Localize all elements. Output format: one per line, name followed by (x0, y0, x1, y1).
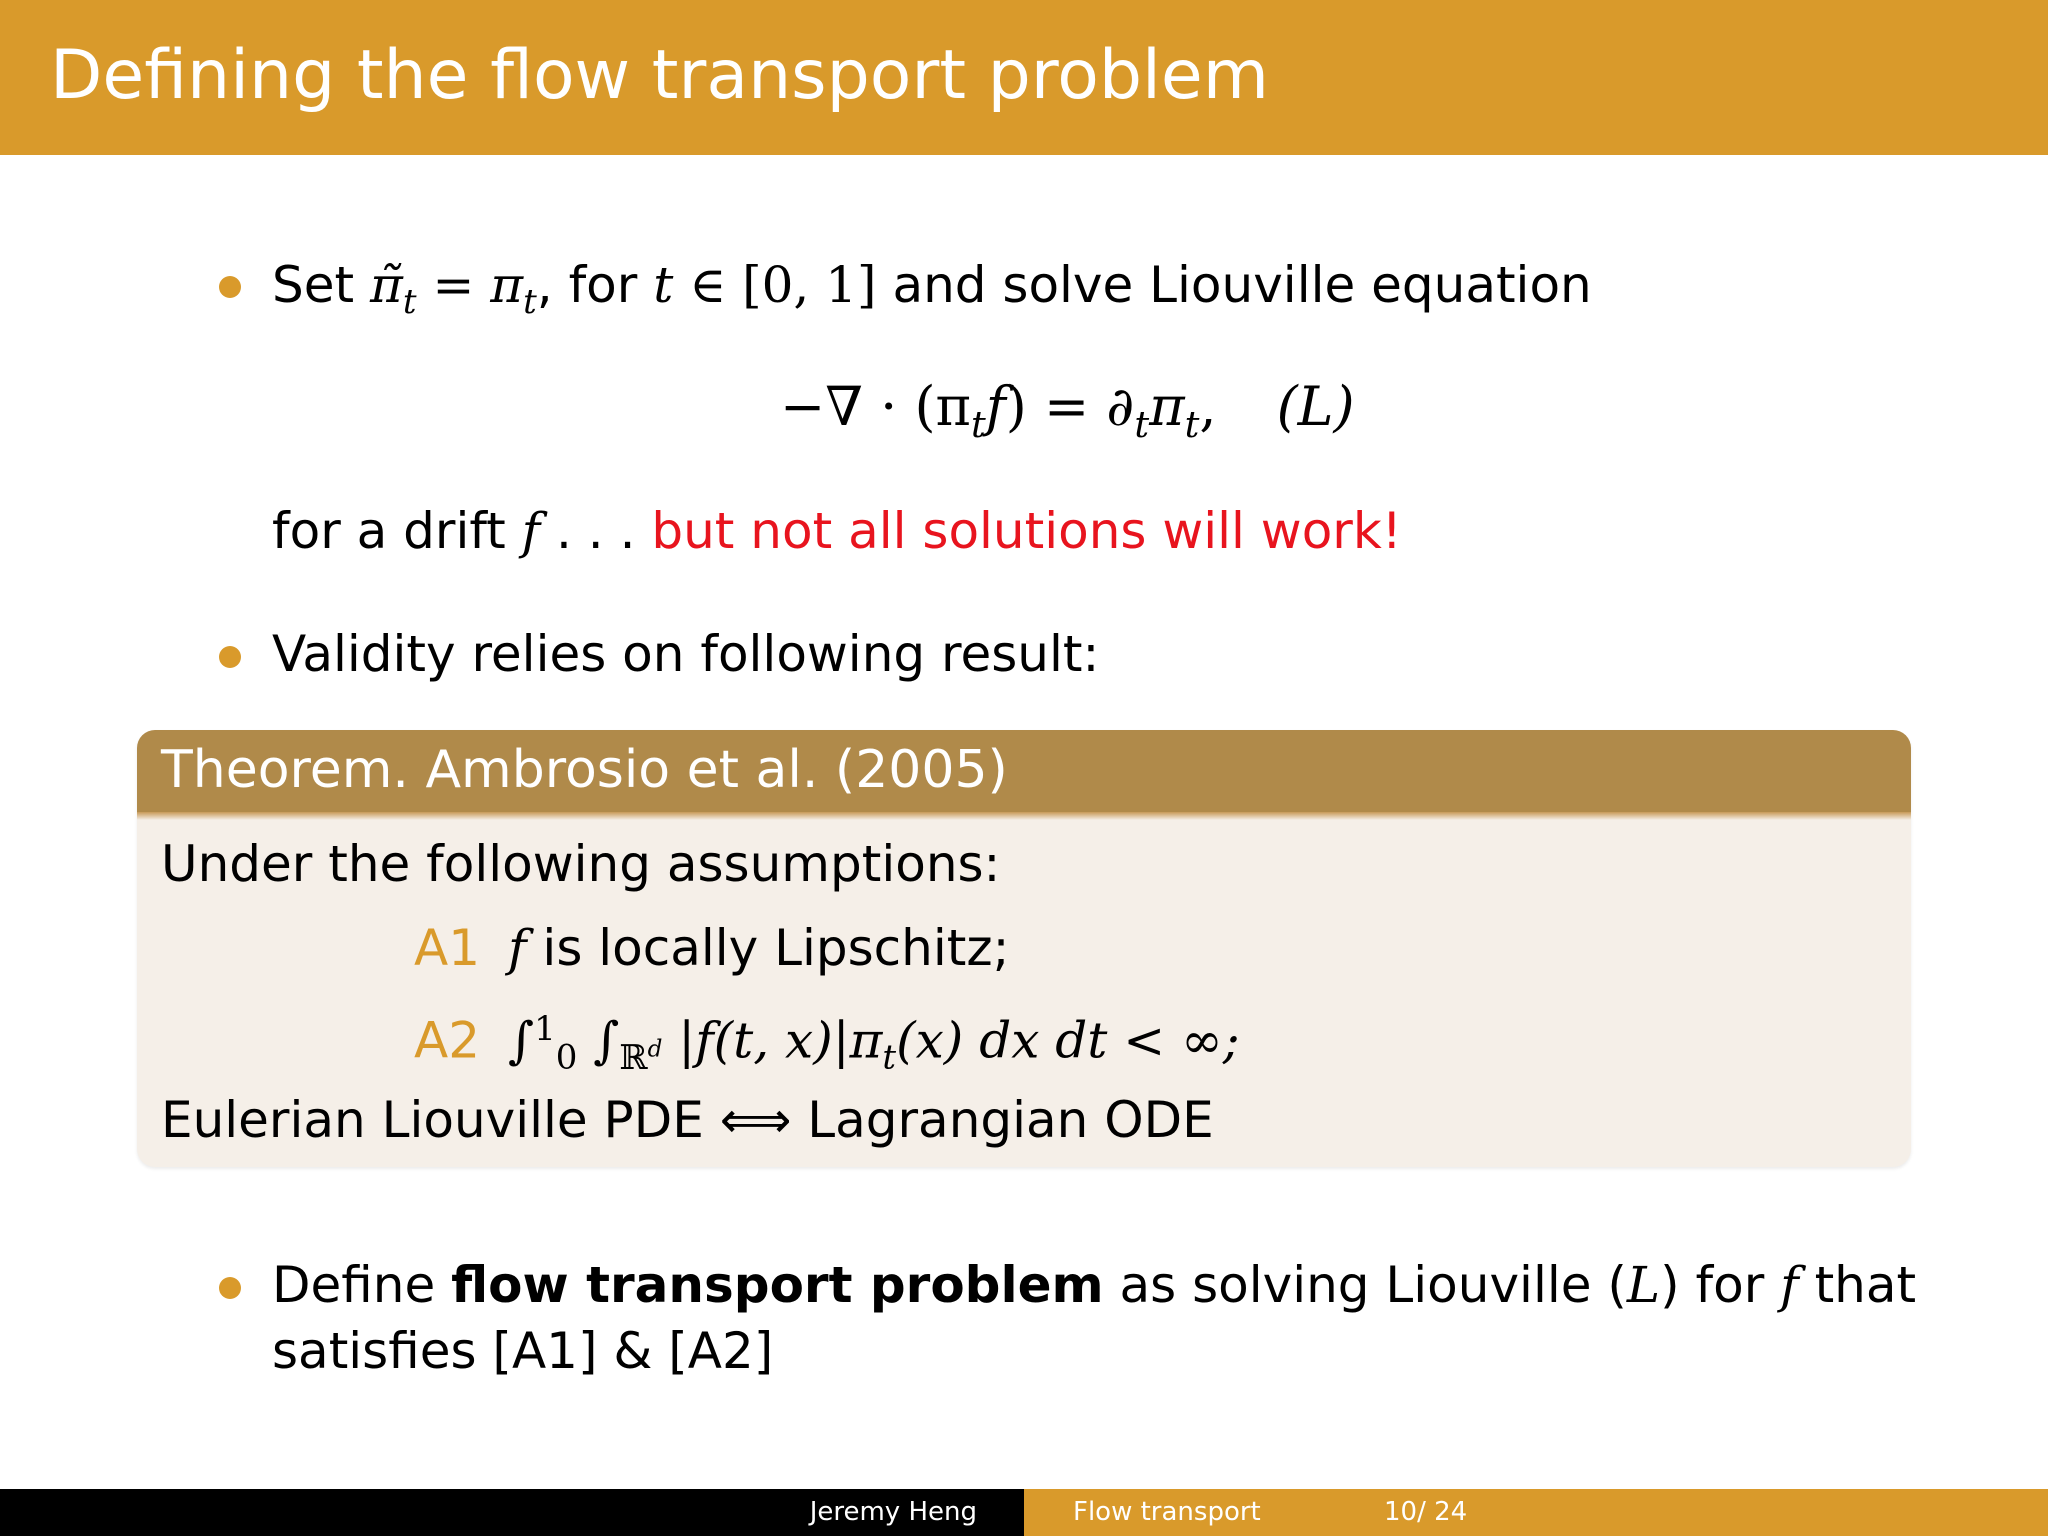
math-pi-tilde: π̃ (370, 256, 403, 314)
text-for: ) for (1660, 1256, 1781, 1314)
text-define: Define (272, 1256, 452, 1314)
drift-math-f: f (521, 502, 541, 560)
a2-body-sub: t (882, 1037, 897, 1078)
math-f: f (1780, 1256, 1799, 1314)
footer-author: Jeremy Heng (809, 1497, 977, 1527)
a2-lower-limit: 0 (555, 1037, 578, 1078)
alert-text: but not all solutions will work! (651, 502, 1402, 560)
eq-mid-sub: t (1134, 402, 1150, 446)
a2-integral-2: ∫ (577, 1011, 620, 1070)
eq-mid: ) = ∂ (1005, 375, 1135, 438)
eq-rhs-sub: t (1184, 402, 1200, 446)
a1-label: A1 (414, 919, 481, 977)
eq-rhs-pi: π (1149, 375, 1185, 438)
bullet-marker-3 (219, 1277, 241, 1299)
text-that: that (1798, 1256, 1917, 1314)
a2-integral: ∫ (508, 1011, 535, 1070)
assumption-a2 (414, 1009, 1240, 1078)
a2-body: |f(t, x)|π (662, 1011, 883, 1070)
footer-short-title: Flow transport (1073, 1497, 1261, 1527)
math-sub-t: t (402, 282, 417, 322)
footer-left (0, 1489, 1024, 1536)
bullet-3-line-2: satisfies [A1] & [A2] (272, 1322, 774, 1380)
a1-math-f: f (508, 919, 527, 977)
text-rest: and solve Liouville equation (876, 256, 1592, 314)
text-set: Set (272, 256, 370, 314)
theorem-intro: Under the following assumptions: (161, 835, 1001, 893)
text-for: , for (536, 256, 654, 314)
theorem-header (137, 730, 1911, 812)
theorem-conclusion: Eulerian Liouville PDE ⟺ Lagrangian ODE (161, 1091, 1214, 1149)
a2-domain: ℝ (619, 1037, 648, 1078)
bold-term: flow transport problem (451, 1256, 1104, 1314)
eq-comma: , (1199, 375, 1217, 438)
drift-line (272, 502, 1402, 560)
math-L: L (1626, 1256, 1661, 1314)
footer-right (1024, 1489, 2048, 1536)
bullet-3-text (272, 1256, 1917, 1314)
bullet-marker-1 (219, 276, 241, 298)
bullet-2-text: Validity relies on following result: (272, 625, 1100, 683)
theorem-title: Theorem. Ambrosio et al. (2005) (161, 740, 1008, 800)
eq-lhs: −∇ · (π (780, 375, 972, 438)
math-sub-t: t (523, 282, 537, 322)
slide-title: Defining the flow transport problem (50, 36, 1269, 115)
math-t: t (653, 256, 674, 314)
a2-upper-limit: 1 (534, 1009, 556, 1049)
a2-tail: (x) dx dt < ∞; (896, 1011, 1240, 1070)
eq-f: f (985, 375, 1006, 438)
eq-label: (L) (1276, 375, 1355, 438)
title-bar (0, 0, 2048, 155)
a2-domain-d: d (647, 1036, 663, 1063)
drift-ellipsis: . . . (540, 502, 652, 560)
assumption-a1 (414, 919, 1010, 977)
math-pi: π (490, 256, 524, 314)
math-in-interval: ∈ [0, 1] (673, 256, 877, 314)
drift-text: for a drift (272, 502, 522, 560)
theorem-block (137, 730, 1911, 1167)
footer-page-number: 10/ 24 (1384, 1497, 1468, 1527)
a1-text: is locally Lipschitz; (526, 919, 1010, 977)
eq-lhs-sub: t (971, 402, 986, 446)
liouville-equation (780, 375, 1355, 446)
math-equals: = (416, 256, 491, 314)
bullet-marker-2 (219, 646, 241, 668)
text-mid: as solving Liouville ( (1103, 1256, 1627, 1314)
bullet-1-text (272, 256, 1592, 322)
footer-bar (0, 1489, 2048, 1536)
a2-label: A2 (414, 1011, 481, 1070)
